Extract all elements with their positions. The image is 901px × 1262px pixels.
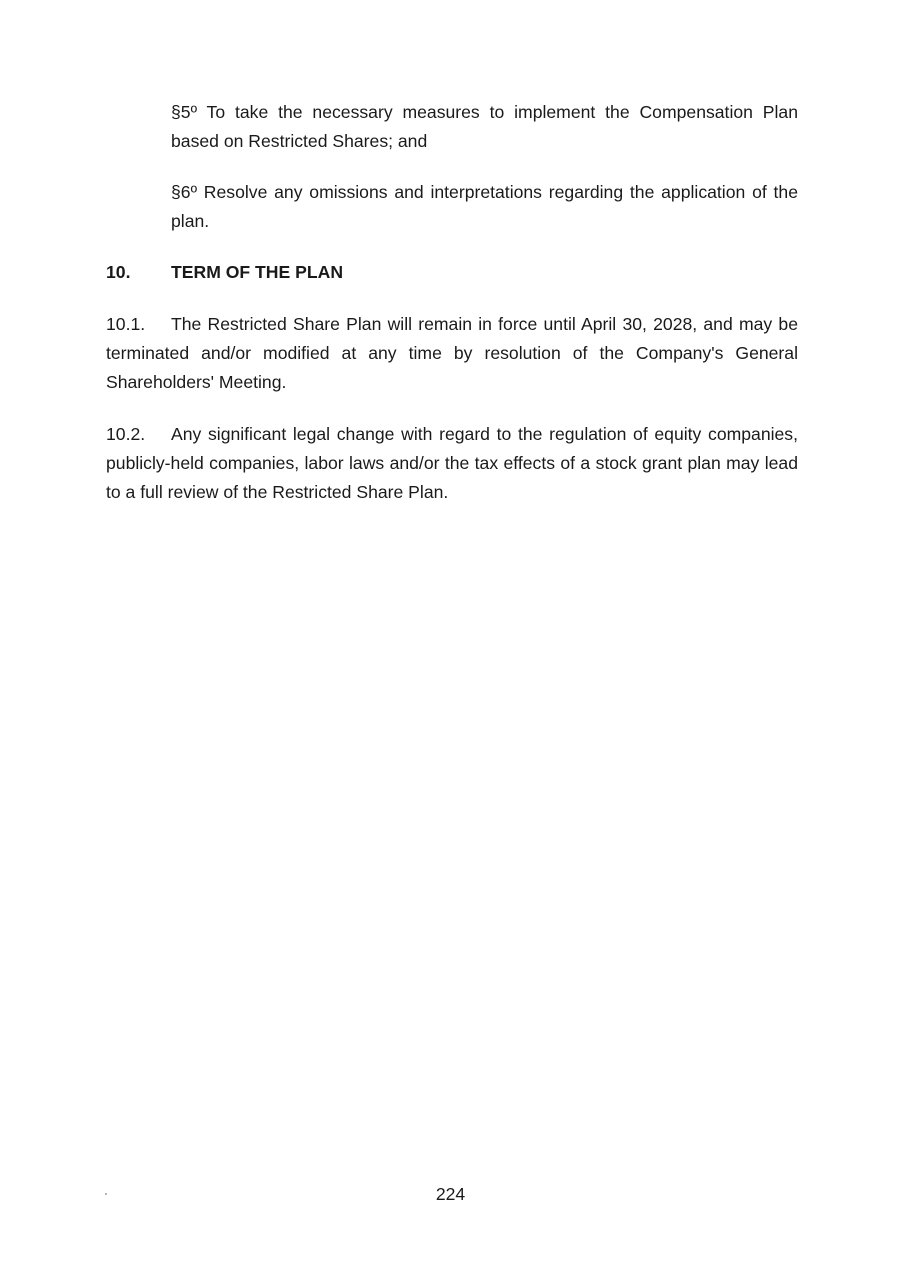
section-number: 10.	[106, 262, 131, 282]
clause-number: 10.2.	[106, 424, 146, 444]
paragraph-5: §5º To take the necessary measures to implement the Compensation Plan based on Restricted Shares; and	[171, 102, 798, 151]
paragraph-6: §6º Resolve any omissions and interpretations regarding the application of the plan.	[171, 182, 798, 231]
clause-text: The Restricted Share Plan will remain in force until April 30, 2028, and may be terminated and/or modified at any time by resolution of the Company's General Shareholders' Meeting.	[106, 314, 798, 392]
section-title: TERM OF THE PLAN	[171, 262, 344, 282]
page-number: 224	[435, 1184, 466, 1204]
clause-number: 10.1.	[106, 314, 146, 334]
clause-text: Any significant legal change with regard to the regulation of equity companies, publicly-held companies, labor laws and/or the tax effects of a stock grant plan may lead to a full review of the Restricted Share Plan.	[106, 424, 798, 502]
clause-10-2	[106, 420, 798, 507]
clause-10-1	[106, 310, 798, 397]
section-heading	[106, 258, 343, 287]
